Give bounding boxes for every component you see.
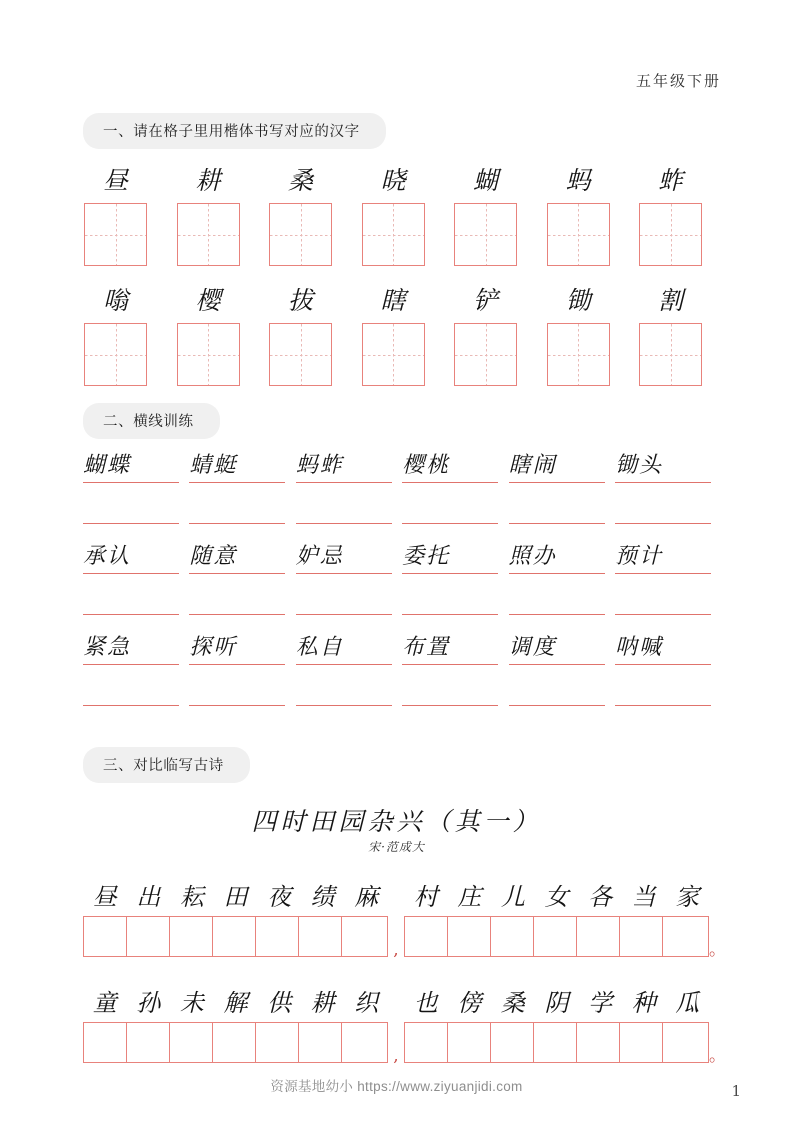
poem-box[interactable] [213, 1023, 256, 1062]
tianzige-box[interactable] [177, 323, 240, 386]
character-model-glyph: 耕 [195, 166, 221, 195]
word-model-text: 紧急 [83, 635, 132, 660]
tianzige-box[interactable] [84, 203, 147, 266]
poem-box[interactable] [170, 1023, 213, 1062]
poem-title: 四时田园杂兴（其一） [251, 807, 542, 836]
character-model-glyph: 晓 [380, 166, 406, 195]
poem-comma: , [393, 1046, 399, 1066]
word-practice-cell[interactable] [189, 541, 285, 615]
word-practice-baseline [296, 614, 392, 615]
character-grid-cell[interactable] [176, 162, 241, 266]
poem-box[interactable] [448, 1023, 491, 1062]
character-grid-cell[interactable] [268, 282, 333, 386]
word-model-text: 预计 [614, 544, 663, 569]
word-model-text: 呐喊 [614, 635, 663, 660]
word-blank-space[interactable] [296, 665, 392, 705]
word-blank-space[interactable] [509, 483, 605, 523]
word-blank-space[interactable] [615, 574, 711, 614]
word-model-text: 锄头 [614, 453, 663, 478]
poem-char: 田 [223, 883, 248, 911]
word-model-text: 承认 [83, 544, 132, 569]
character-grid-cell[interactable] [361, 162, 426, 266]
poem-char: 织 [354, 989, 379, 1017]
word-practice-cell[interactable] [83, 632, 179, 706]
poem-char: 解 [223, 989, 248, 1017]
tianzige-box[interactable] [639, 203, 702, 266]
character-grid-cell[interactable] [453, 162, 518, 266]
character-grid-cell[interactable] [453, 282, 518, 386]
character-grid-row-1 [83, 162, 703, 266]
word-practice-cell[interactable] [83, 541, 179, 615]
poem-period: 。 [709, 1046, 726, 1066]
poem-char: 也 [413, 989, 438, 1017]
character-model-glyph: 拔 [287, 286, 313, 315]
poem-box[interactable] [405, 1023, 448, 1062]
word-practice-baseline [189, 523, 285, 524]
poem-box[interactable] [620, 917, 663, 956]
poem-char: 绩 [310, 883, 335, 911]
poem-model-chars [83, 982, 388, 1018]
word-practice-baseline [83, 705, 179, 706]
poem-char: 阴 [544, 989, 569, 1017]
word-practice-baseline [509, 705, 605, 706]
poem-char: 未 [179, 989, 204, 1017]
word-blank-space[interactable] [83, 574, 179, 614]
word-practice-cell[interactable] [296, 632, 392, 706]
character-model-glyph: 蚱 [657, 166, 683, 195]
word-practice-baseline [402, 523, 498, 524]
poem-box[interactable] [256, 917, 299, 956]
word-practice-cell[interactable] [189, 632, 285, 706]
tianzige-box[interactable] [454, 323, 517, 386]
character-model-glyph: 锄 [565, 286, 591, 315]
tianzige-box[interactable] [547, 203, 610, 266]
word-practice-baseline [615, 523, 711, 524]
word-blank-space[interactable] [189, 483, 285, 523]
character-grid-cell[interactable] [546, 162, 611, 266]
character-grid-cell[interactable] [83, 282, 148, 386]
word-blank-space[interactable] [509, 665, 605, 705]
poem-box[interactable] [620, 1023, 663, 1062]
character-model-glyph: 蚂 [565, 166, 591, 195]
poem-writing-boxes[interactable] [404, 916, 709, 957]
section-1-heading: 一、请在格子里用楷体书写对应的汉字 [83, 113, 386, 149]
poem-char: 庄 [457, 883, 482, 911]
tianzige-box[interactable] [454, 203, 517, 266]
character-grid-cell[interactable] [638, 162, 703, 266]
word-practice-baseline [189, 705, 285, 706]
word-model-text: 私自 [295, 635, 344, 660]
word-practice-baseline [615, 705, 711, 706]
word-practice-cell[interactable] [615, 450, 711, 524]
section-3-heading: 三、对比临写古诗 [83, 747, 250, 783]
poem-char: 童 [92, 989, 117, 1017]
poem-char: 种 [631, 989, 656, 1017]
poem-box[interactable] [577, 1023, 620, 1062]
poem-box[interactable] [342, 1023, 385, 1062]
footer-credit: 资源基地幼小 https://www.ziyuanjidi.com [270, 1079, 523, 1094]
poem-box[interactable] [127, 917, 170, 956]
word-model-text: 调度 [508, 635, 557, 660]
poem-char: 傍 [457, 989, 482, 1017]
word-blank-space[interactable] [83, 665, 179, 705]
word-model-text: 布置 [402, 635, 451, 660]
poem-char: 各 [588, 883, 613, 911]
word-practice-cell[interactable] [402, 632, 498, 706]
character-model-glyph: 蝴 [472, 166, 498, 195]
word-practice-row-3 [83, 632, 711, 706]
word-practice-row-1 [83, 450, 711, 524]
poem-char: 昼 [92, 883, 117, 911]
poem-char: 桑 [500, 989, 525, 1017]
poem-box[interactable] [342, 917, 385, 956]
word-practice-baseline [83, 614, 179, 615]
word-practice-row-2 [83, 541, 711, 615]
tianzige-box[interactable] [547, 323, 610, 386]
poem-box[interactable] [405, 917, 448, 956]
poem-box[interactable] [491, 917, 534, 956]
poem-char: 麻 [354, 883, 379, 911]
poem-char: 出 [136, 883, 161, 911]
poem-writing-boxes[interactable] [404, 1022, 709, 1063]
poem-box[interactable] [299, 1023, 342, 1062]
word-practice-baseline [189, 614, 285, 615]
poem-box[interactable] [170, 917, 213, 956]
word-model-text: 探听 [189, 635, 238, 660]
poem-box[interactable] [213, 917, 256, 956]
word-practice-cell[interactable] [296, 450, 392, 524]
poem-char: 供 [267, 989, 292, 1017]
poem-box[interactable] [299, 917, 342, 956]
poem-box[interactable] [84, 1023, 127, 1062]
word-practice-baseline [402, 705, 498, 706]
word-practice-baseline [83, 523, 179, 524]
word-blank-space[interactable] [189, 665, 285, 705]
word-practice-cell[interactable] [296, 541, 392, 615]
character-grid-cell[interactable] [361, 282, 426, 386]
page-number: 1 [731, 1082, 741, 1100]
word-practice-cell[interactable] [402, 541, 498, 615]
word-practice-baseline [296, 523, 392, 524]
word-blank-space[interactable] [402, 483, 498, 523]
word-blank-space[interactable] [615, 483, 711, 523]
poem-model-chars [83, 876, 388, 912]
word-blank-space[interactable] [402, 665, 498, 705]
word-blank-space[interactable] [615, 665, 711, 705]
word-practice-cell[interactable] [509, 450, 605, 524]
poem-char: 儿 [500, 883, 525, 911]
poem-line-1 [83, 876, 726, 960]
tianzige-box[interactable] [362, 203, 425, 266]
tianzige-box[interactable] [269, 323, 332, 386]
poem-box[interactable] [84, 917, 127, 956]
poem-line-2-second-half [404, 982, 726, 1066]
word-model-text: 蜻蜓 [189, 453, 238, 478]
poem-box[interactable] [256, 1023, 299, 1062]
poem-author: 宋·范成大 [368, 840, 425, 854]
tianzige-box[interactable] [639, 323, 702, 386]
word-blank-space[interactable] [83, 483, 179, 523]
word-model-text: 樱桃 [402, 453, 451, 478]
character-model-glyph: 樱 [195, 286, 221, 315]
word-blank-space[interactable] [296, 574, 392, 614]
grade-label: 五年级下册 [635, 72, 721, 90]
poem-char: 孙 [136, 989, 161, 1017]
poem-char: 耘 [179, 883, 204, 911]
poem-char: 瓜 [675, 989, 700, 1017]
character-grid-cell[interactable] [268, 162, 333, 266]
character-grid-row-2 [83, 282, 703, 386]
word-model-text: 随意 [189, 544, 238, 569]
poem-box[interactable] [577, 917, 620, 956]
poem-line-2-first-half [83, 982, 404, 1066]
word-model-text: 妒忌 [295, 544, 344, 569]
character-model-glyph: 昼 [102, 166, 128, 195]
character-model-glyph: 嗡 [102, 286, 128, 315]
character-model-glyph: 桑 [287, 166, 313, 195]
poem-char: 耕 [310, 989, 335, 1017]
word-blank-space[interactable] [296, 483, 392, 523]
word-practice-cell[interactable] [83, 450, 179, 524]
word-blank-space[interactable] [189, 574, 285, 614]
poem-char: 学 [588, 989, 613, 1017]
tianzige-box[interactable] [84, 323, 147, 386]
poem-period: 。 [709, 940, 726, 960]
poem-comma: , [393, 940, 399, 960]
character-grid-cell[interactable] [83, 162, 148, 266]
poem-box[interactable] [448, 917, 491, 956]
word-model-text: 照办 [508, 544, 557, 569]
section-2-heading: 二、横线训练 [83, 403, 220, 439]
word-practice-baseline [296, 705, 392, 706]
poem-char: 村 [413, 883, 438, 911]
poem-char: 女 [544, 883, 569, 911]
poem-box[interactable] [663, 1023, 706, 1062]
poem-box[interactable] [491, 1023, 534, 1062]
word-practice-baseline [509, 523, 605, 524]
word-practice-baseline [509, 614, 605, 615]
character-model-glyph: 割 [657, 286, 683, 315]
poem-box[interactable] [663, 917, 706, 956]
character-grid-cell[interactable] [546, 282, 611, 386]
word-practice-cell[interactable] [402, 450, 498, 524]
word-practice-baseline [402, 614, 498, 615]
poem-line-1-second-half [404, 876, 726, 960]
word-practice-cell[interactable] [189, 450, 285, 524]
word-model-text: 委托 [402, 544, 451, 569]
poem-writing-boxes[interactable] [83, 1022, 388, 1063]
poem-line-2 [83, 982, 726, 1066]
poem-char: 当 [631, 883, 656, 911]
poem-box[interactable] [127, 1023, 170, 1062]
character-model-glyph: 瞎 [380, 286, 406, 315]
word-blank-space[interactable] [402, 574, 498, 614]
character-grid-cell[interactable] [176, 282, 241, 386]
character-grid-cell[interactable] [638, 282, 703, 386]
poem-line-1-first-half [83, 876, 404, 960]
word-practice-baseline [615, 614, 711, 615]
word-practice-cell[interactable] [615, 632, 711, 706]
character-model-glyph: 铲 [472, 286, 498, 315]
poem-model-chars [404, 876, 709, 912]
poem-model-chars [404, 982, 709, 1018]
word-practice-cell[interactable] [509, 632, 605, 706]
poem-char: 夜 [267, 883, 292, 911]
poem-char: 家 [675, 883, 700, 911]
word-blank-space[interactable] [509, 574, 605, 614]
tianzige-box[interactable] [362, 323, 425, 386]
word-model-text: 蚂蚱 [295, 453, 344, 478]
poem-box[interactable] [534, 1023, 577, 1062]
tianzige-box[interactable] [269, 203, 332, 266]
tianzige-box[interactable] [177, 203, 240, 266]
poem-box[interactable] [534, 917, 577, 956]
word-model-text: 瞎闹 [508, 453, 557, 478]
word-practice-cell[interactable] [509, 541, 605, 615]
word-practice-cell[interactable] [615, 541, 711, 615]
word-model-text: 蝴蝶 [83, 453, 132, 478]
poem-writing-boxes[interactable] [83, 916, 388, 957]
